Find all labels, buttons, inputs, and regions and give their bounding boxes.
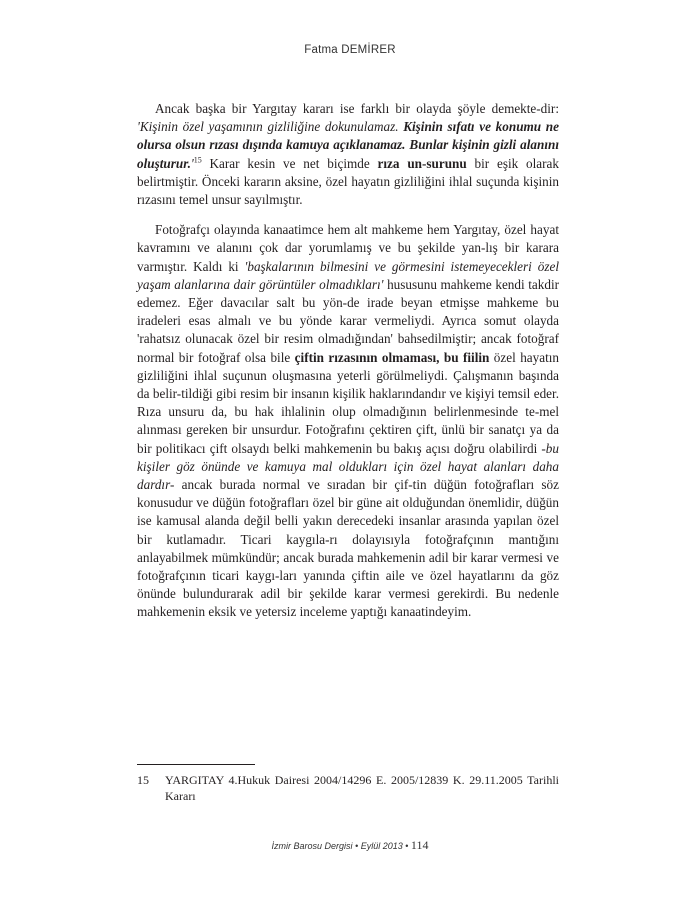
footnote-number: 15	[137, 773, 149, 787]
footer-separator: •	[352, 841, 361, 851]
text-segment: Fotoğrafçı olayında kanaatimce hem alt mahkeme hem Yargıtay, özel hayat kavramını ve alanını çok dar yorumlamış ve bu şekilde yan-lış bir karara varmıştır. Kaldı ki	[137, 222, 559, 274]
quote-mark: '	[190, 155, 194, 171]
text-segment: hususunu mahkeme kendi takdir edemez. Eğer davacılar salt bu yön-de irade beyan etmişse mahkeme bu iradeleri esas almalı ve bu yönde karar vermeliydi. Ayrıca somut olayda 'rahatsız olunacak özel bir resim olmadığından' bahsedilmiştir; ancak fotoğraf normal bir fotoğraf olsa bile	[137, 276, 559, 365]
text-segment: Ancak başka bir Yargıtay kararı ise farklı bir olayda şöyle demekte-dir:	[155, 101, 559, 116]
issue-date: Eylül 2013	[360, 841, 403, 851]
text-segment: bir eşik olarak belirtmiştir. Önceki kararın aksine, özel hayatın gizliliğini ihlal suçunda kişinin rızasını temel unsur sayılmıştır.	[137, 155, 560, 208]
bold-phrase: rıza un-surunu	[377, 155, 467, 171]
footnote-15	[137, 772, 559, 804]
page-number: 114	[410, 838, 429, 852]
footnote-ref[interactable]: 15	[193, 155, 202, 165]
running-header	[0, 44, 700, 56]
author-name: Fatma DEMİRER	[304, 44, 396, 56]
bold-phrase: çiftin rızasının olmaması, bu fiilin	[294, 349, 490, 365]
italic-aside: -bu kişiler göz önünde ve kamuya mal oldukları için özel hayat alanları daha dardır-	[137, 440, 559, 493]
journal-name: İzmir Barosu Dergisi	[271, 841, 353, 851]
text-segment: ancak burada normal ve sıradan bir çif-tin düğün fotoğrafları söz konusudur ve düğün fotoğrafları özel bir güne ait olduğundan önemlidir, düğün ise kamusal alanda değil belli yakın derecedeki insanlar arasında yapılan özel bir kutlamadır. Ticari kaygıla-rı dolayısıyla fotoğrafçının mantığını anlayabilmek mümkündür; ancak burada mahkemenin adil bir karar vermesi ve fotoğrafçının ticari kaygı-ları yanında çiftin aile ve özel hayatlarını da göz önünde bulundurarak adil bir şekilde karar vermesi gerekirdi. Bu nedenle mahkemenin eksik ve yetersiz inceleme yaptığı kanaatindeyim.	[137, 477, 559, 620]
paragraph-2	[137, 221, 559, 621]
italic-quote: 'başkalarının bilmesini ve görmesini istemeyecekleri özel yaşam alanlarına dair görüntüler olmadıkları'	[137, 258, 559, 292]
footnote-text: YARGITAY 4.Hukuk Dairesi 2004/14296 E. 2005/12839 K. 29.11.2005 Tarihli Kararı	[165, 773, 559, 803]
footer-separator: •	[402, 841, 411, 851]
text-segment: Karar kesin ve net biçimde	[201, 155, 378, 171]
italic-quote: 'Kişinin özel yaşamının gizliliğine dokunulamaz.	[137, 119, 404, 135]
page-footer	[0, 838, 700, 853]
footnote-divider	[137, 764, 255, 765]
paragraph-1	[137, 100, 559, 209]
main-text	[137, 100, 559, 622]
bold-italic-quote: Kişinin sıfatı ve konumu ne olursa olsun rızası dışında kamuya açıklanamaz. Bunlar kişinin gizli alanını oluşturur.	[137, 119, 559, 171]
text-segment: özel hayatın gizliliğini ihlal suçunun oluşmasına yeterli görülmeliydi. Çalışmanın başında da belir-tildiği gibi resim bir insanın kişilik haklarındandır ve kişiyi temsil eder. Rıza unsuru da, bu hak ihlalinin olup olmadığının belirlenmesinde te-mel alınması gereken bir unsurdur. Fotoğrafını çektiren çift, ünlü bir sanatçı ya da bir politikacı çift olsaydı belki mahkemenin bu bakış açısı doğru olabilirdi	[137, 349, 560, 456]
